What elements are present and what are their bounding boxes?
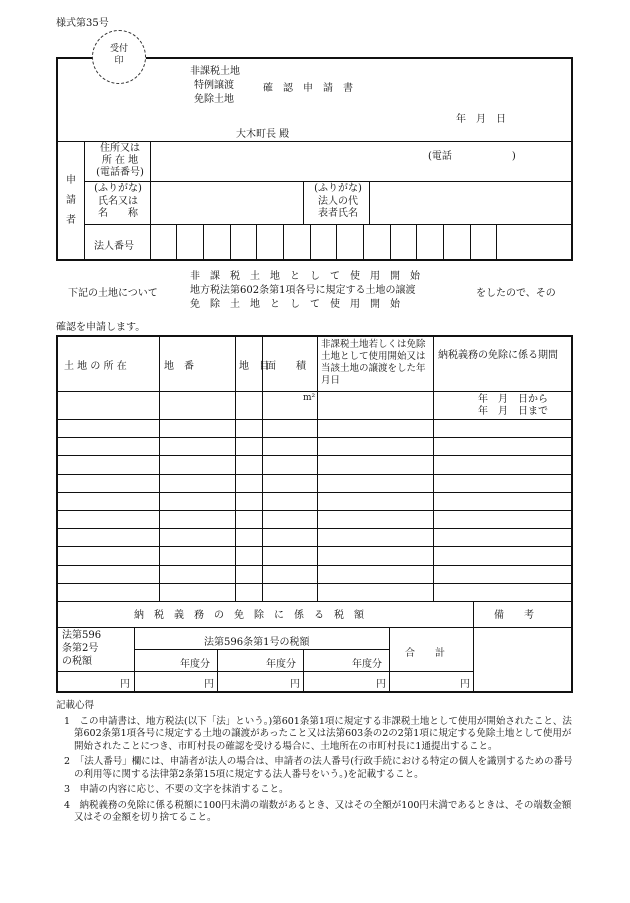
yen-3: 円: [290, 679, 300, 690]
tax-596-1-label: 法第596条第1号の税額: [204, 637, 310, 648]
corp-number-label: 法人番号: [94, 241, 134, 252]
date-field[interactable]: 年 月 日: [456, 114, 506, 125]
representative-label: (ふりがな) 法人の代 表者氏名: [314, 183, 362, 219]
note-4: 4 納税義務の免除に係る税額に100円未満の端数があるとき、又はその全額が100円未満であるときは、その端数金額又はその金額を切り捨てること。: [64, 799, 572, 823]
col-location: 土 地 の 所 在: [64, 361, 127, 372]
col-land-category: 地 目: [239, 361, 269, 372]
application-header-box: [56, 57, 573, 261]
applicant-section-label: 申 請 者: [66, 175, 76, 226]
addressee: 大木町長 殿: [236, 129, 290, 140]
note-3: 3 申請の内容に応じ、不要の文字を抹消すること。: [64, 784, 289, 795]
yen-2: 円: [204, 679, 214, 690]
fiscal-year-3: 年度分: [352, 659, 382, 670]
statement-suffix: をしたので、その: [476, 288, 556, 299]
col-exemption-period: 納税義務の免除に係る期間: [438, 350, 558, 361]
yen-1: 円: [120, 679, 130, 690]
col-start-date: 非課税土地若しくは免除土地として使用開始又は当該土地の譲渡をした年月日: [321, 339, 426, 386]
land-and-tax-box: [56, 335, 573, 693]
phone-field[interactable]: (電話 ): [428, 151, 516, 162]
title-options: 非課税土地 特例譲渡 免除土地: [190, 66, 240, 105]
col-lot-number: 地 番: [164, 361, 194, 372]
tax-596-2-label: 法第596 条第2号 の税額: [62, 630, 102, 667]
period-range: 年 月 日から 年 月 日まで: [478, 394, 548, 417]
statement-prefix: 下記の土地について: [68, 288, 158, 299]
statement-options: 非 課 税 土 地 と し て 使 用 開 始 地方税法第602条第1項各号に規定する土地の譲渡 免 除 土 地 と し て 使 用 開 始: [190, 271, 420, 310]
address-label: 住所又は 所 在 地 (電話番号): [96, 143, 144, 178]
statement-line2: 確認を申請します。: [56, 322, 146, 333]
title-suffix: 確 認 申 請 書: [263, 83, 353, 94]
area-unit: m²: [303, 393, 316, 403]
tax-header: 納 税 義 務 の 免 除 に 係 る 税 額: [134, 610, 364, 621]
reception-stamp: 受付 印: [92, 30, 146, 84]
fiscal-year-1: 年度分: [180, 659, 210, 670]
fiscal-year-2: 年度分: [266, 659, 296, 670]
notes-section: [56, 700, 576, 828]
total-label: 合 計: [405, 648, 445, 659]
yen-4: 円: [376, 679, 386, 690]
notes-title: 記載心得: [56, 700, 95, 711]
form-number: 様式第35号: [56, 18, 109, 29]
col-area: 面 積: [266, 361, 306, 372]
remarks-header: 備 考: [494, 610, 534, 621]
yen-total: 円: [460, 679, 470, 690]
note-1: 1 この申請書は、地方税法(以下「法」という。)第601条第1項に規定する非課税土地として使用が開始されたこと、法第602条第1項各号に規定する土地の譲渡があったこと又は法第603条の2の2第1項に規定する免除土地として使用が開始されたことにつき、市町村長の確認を受ける場合に、土地所在の市町村長に1通提出すること。: [64, 715, 572, 752]
name-label: (ふりがな) 氏名又は 名 称: [94, 183, 142, 219]
note-2: 2 「法人番号」欄には、申請者が法人の場合は、申請者の法人番号(行政手続における特定の個人を識別するための番号の利用等に関する法律第2条第15項に規定する法人番号をいう。)を記載すること。: [64, 756, 573, 780]
